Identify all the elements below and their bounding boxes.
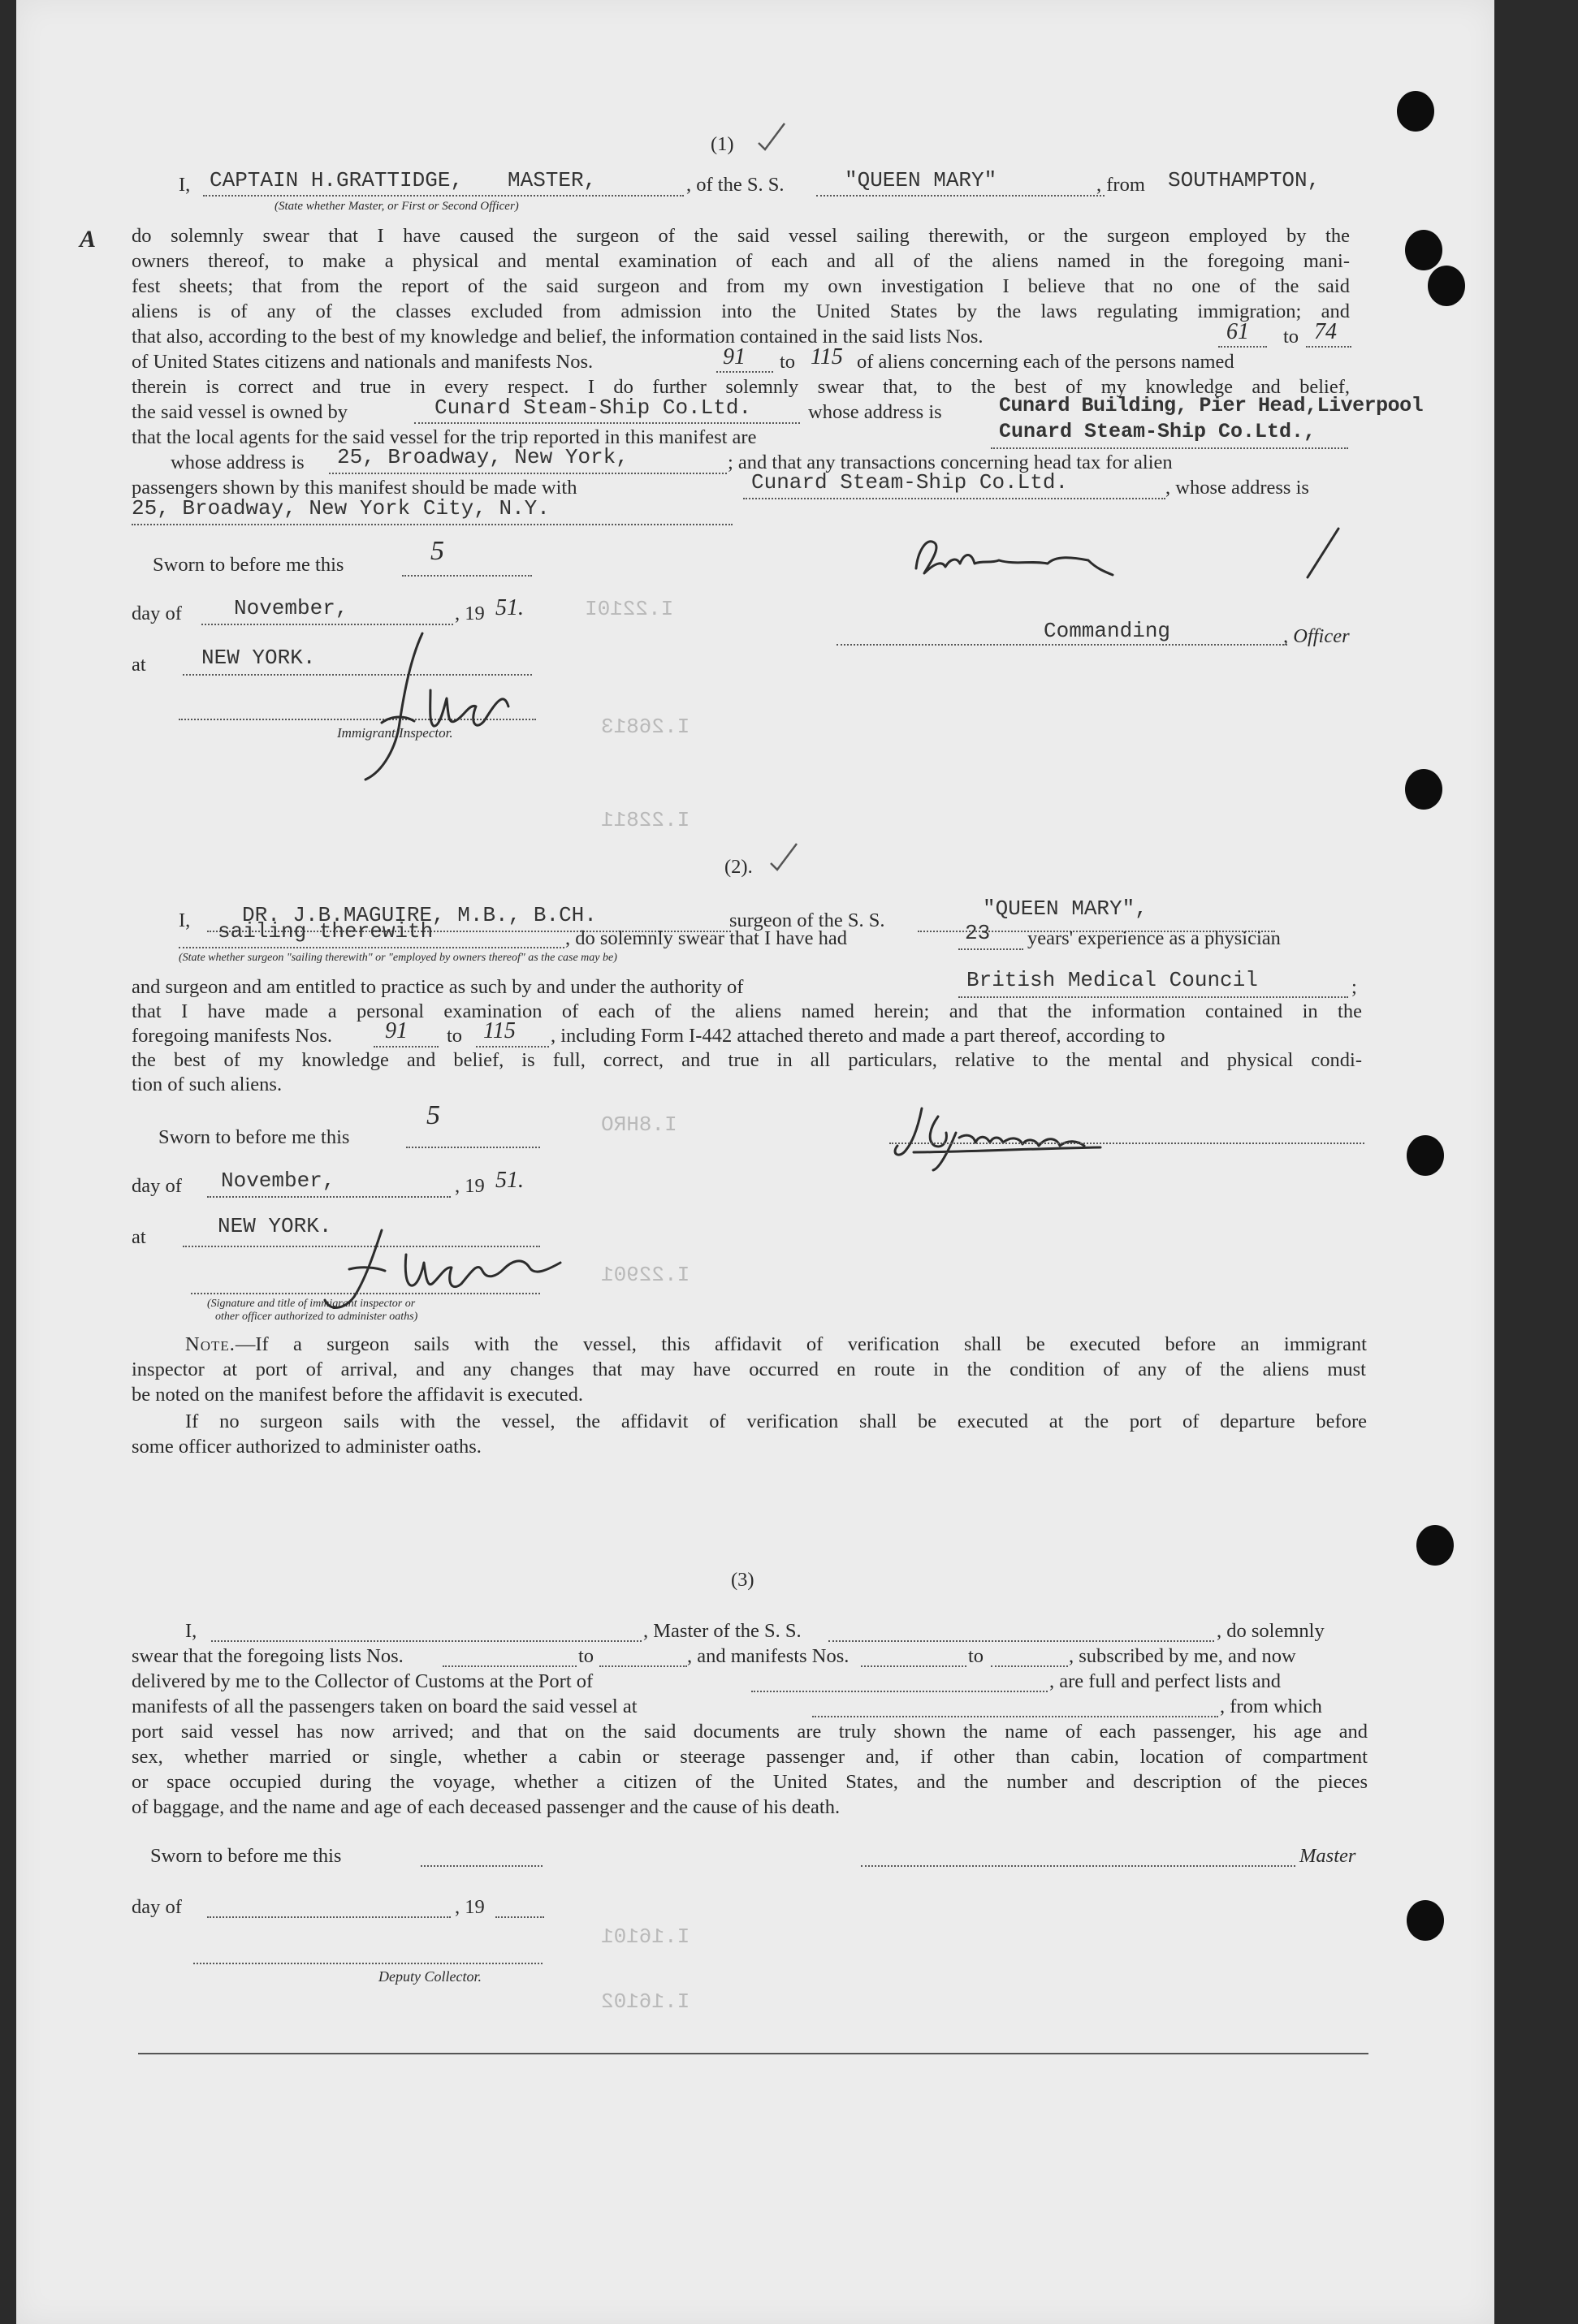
agents-line [991,447,1348,449]
section-1-i: I, [179,174,191,196]
section-2-line-3-end: ; [1351,976,1357,998]
margin-mark: A [80,226,97,253]
s3-to-2: to [968,1645,984,1667]
section-3-line-7: or space occupied during the voyage, whether a citizen of the United States, and the number and description of the pieces [132,1771,1368,1793]
inspector-signature-icon [333,625,528,788]
manifests-from-2: 91 [385,1018,408,1043]
tax-agent-line [743,498,1165,499]
section-2-line-6: the best of my knowledge and belief, is full, correct, and true in all particulars, relative to the mental and physical condi- [132,1049,1362,1071]
lists-to-word: to [1283,326,1299,348]
note-line-2: inspector at port of arrival, and any changes that may have occurred en route in the condition of any of the aliens must [132,1359,1366,1380]
section-2-line-3a: and surgeon and am entitled to practice as such by and under the authority of [132,976,744,998]
section-3-line-6: sex, whether married or single, whether a cabin or steerage passenger and, if other than cabin, location of compartment [132,1746,1368,1768]
from-label: , from [1096,174,1145,196]
manifests-from: 91 [723,344,746,369]
surgeon-signature-icon [889,1100,1117,1173]
section-1-line-6b: of aliens concerning each of the persons named [857,351,1234,373]
place-1: NEW YORK. [201,646,316,670]
sworn-label-3: Sworn to before me this [150,1845,342,1867]
note-line-1 [185,1332,1367,1358]
year-1: 51. [495,595,524,620]
master-title: MASTER, [508,168,597,192]
year-prefix-2: , 19 [455,1175,485,1197]
section-3-line-8: of baggage, and the name and age of each deceased passenger and the cause of his death. [132,1796,841,1818]
officer-label: , Officer [1283,625,1350,647]
years-experience: 23 [965,921,991,945]
sworn-label-1: Sworn to before me this [153,554,344,576]
note-line-5: some officer authorized to administer oaths. [132,1436,482,1458]
manifests-to: 115 [811,344,843,369]
bleed-through-text: I.26813 [601,715,690,739]
section-3-number: (3) [731,1569,754,1591]
manifests-to-word: to [780,351,796,373]
day-of-label-3: day of [132,1896,182,1918]
section-1-line-2: owners thereof, to make a physical and mental examination of each and all of the aliens named in the foregoing mani- [132,250,1350,272]
section-1-line-6a: of United States citizens and nationals and manifests Nos. [132,351,594,373]
surgeon-sign-line [889,1143,1364,1144]
of-the-ss: , of the S. S. [686,174,785,196]
surgeon-of: surgeon of the S. S. [729,909,885,931]
bleed-through-text: I.2210I [585,597,674,621]
sworn-day-line-2 [406,1147,540,1148]
ship-line [816,195,1105,197]
sig-note-line-1: (Signature and title of immigrant inspector or [207,1298,416,1310]
collector-sign-line [193,1963,543,1964]
bleed-through-text: I.8HRO [601,1112,677,1137]
section-1-line-11b: , whose address is [1165,477,1309,499]
check-mark-icon [767,840,800,873]
tax-agent: Cunard Steam-Ship Co.Ltd. [751,470,1069,495]
s3-lists-from-line [443,1665,577,1667]
agents-address: 25, Broadway, New York, [337,445,629,469]
note-line-3: be noted on the manifest before the affidavit is executed. [132,1384,584,1406]
section-3-master-line [211,1640,642,1642]
tax-address: 25, Broadway, New York City, N.Y. [132,496,550,521]
ship-name-2: "QUEEN MARY", [983,896,1148,921]
note-line-1-text: —If a surgeon sails with the vessel, this affidavit of verification shall be executed before an immigrant [235,1333,1367,1355]
section-1-line-5: that also, according to the best of my knowledge and belief, the information contained in the said lists Nos. [132,326,984,348]
master-name-line [203,195,684,197]
punch-hole [1428,266,1465,306]
section-1-line-8b: whose address is [808,401,942,423]
lists-from: 61 [1226,319,1249,344]
sig-note-line-2: other officer authorized to administer oaths) [215,1311,418,1323]
month-line-2 [207,1196,451,1198]
place-2: NEW YORK. [218,1214,332,1238]
lists-from-line [1218,346,1267,348]
bleed-through-text: I.22901 [601,1263,690,1287]
inspector-sign-line-2 [191,1293,540,1294]
owner-address: Cunard Building, Pier Head,Liverpool [999,394,1424,417]
surgeon-name: DR. J.B.MAGUIRE, M.B., B.CH. [242,903,597,927]
owner-line [414,422,800,424]
section-2-line-2b: , do solemnly swear that I have had [565,927,847,949]
section-1-line-1: do solemnly swear that I have caused the surgeon of the said vessel sailing therewith, or the surgeon employed by the [132,225,1350,247]
section-1-number: (1) [711,133,734,155]
authority: British Medical Council [966,968,1258,992]
section-3-line-2b: , and manifests Nos. [687,1645,850,1667]
sworn-day-line-1 [402,575,532,577]
section-2-line-5a: foregoing manifests Nos. [132,1025,332,1047]
years-line [958,948,1023,950]
lists-to-line [1306,346,1351,348]
master-rank-note: (State whether Master, or First or Second Officer) [275,200,519,213]
section-3-line-3a: delivered by me to the Collector of Customs at the Port of [132,1670,594,1692]
affidavit-page [16,0,1494,2324]
section-1-line-10b: ; and that any transactions concerning head tax for alien [728,451,1173,473]
s3-lists-to-line [599,1665,687,1667]
master-signature-icon [910,528,1153,585]
day-of-label-2: day of [132,1175,182,1197]
signer-title: Commanding [1044,619,1171,643]
section-3-line-2c: , subscribed by me, and now [1069,1645,1296,1667]
year-2: 51. [495,1168,524,1193]
bottom-rule [138,2053,1368,2054]
at-label-2: at [132,1226,146,1248]
s3-to-1: to [578,1645,594,1667]
s3-manifests-to-line [991,1665,1068,1667]
note-line-4: If no surgeon sails with the vessel, the affidavit of verification shall be executed at the port of departure before [185,1410,1367,1432]
ship-name: "QUEEN MARY" [845,168,997,192]
section-1-line-9a: that the local agents for the said vessel for the trip reported in this manifest are [132,426,757,448]
bleed-through-text: I.16102 [601,1989,690,2014]
section-2-line-5b: , including Form I-442 attached thereto and made a part thereof, according to [551,1025,1165,1047]
do-solemnly: , do solemnly [1217,1620,1325,1642]
tick-mark-icon [1299,524,1348,581]
authority-line [958,996,1348,998]
section-2-line-2c: years' experience as a physician [1027,927,1281,949]
surgeon-status-note: (State whether surgeon "sailing therewith" or "employed by owners thereof" as the case may be) [179,952,617,964]
punch-hole [1397,91,1434,132]
note-label: Note. [185,1333,236,1355]
punch-hole [1407,1135,1444,1176]
month-2: November, [221,1168,335,1193]
s3-port-line [751,1691,1048,1692]
s3-manifests-from-line [861,1665,966,1667]
section-1-line-8a: the said vessel is owned by [132,401,348,423]
sailing-status: sailing therewith [218,919,434,944]
s3-boarding-port-line [812,1716,1218,1717]
punch-hole [1416,1525,1454,1566]
section-2-line-4: that I have made a personal examination of each of the aliens named herein; and that the information contained in the [132,1000,1362,1022]
year-prefix-3: , 19 [455,1896,485,1918]
inspector-label-1: Immigrant Inspector. [337,725,453,741]
agents: Cunard Steam-Ship Co.Ltd., [999,420,1316,443]
month-line-3 [207,1916,451,1918]
lists-to: 74 [1314,319,1337,344]
section-1-line-4: aliens is of any of the classes excluded from admission into the United States by the laws regulating immigration; and [132,300,1350,322]
check-mark-icon [755,120,788,153]
bleed-through-text: I.22811 [601,808,690,832]
section-2-line-7: tion of such aliens. [132,1073,283,1095]
officer-line [837,644,1287,646]
year-prefix-1: , 19 [455,603,485,624]
section-3-line-3b: , are full and perfect lists and [1049,1670,1282,1692]
section-2-number: (2). [724,856,753,878]
manifests-to-word-2: to [447,1025,463,1047]
section-3-line-4b: , from which [1220,1695,1322,1717]
section-1-line-11a: passengers shown by this manifest should be made with [132,477,577,499]
section-3-line-2a: swear that the foregoing lists Nos. [132,1645,404,1667]
section-3-i: I, [185,1620,197,1642]
master-name: CAPTAIN H.GRATTIDGE, [210,168,464,192]
sworn-day-2: 5 [426,1100,440,1130]
punch-hole [1407,1900,1444,1941]
master-sign-line-3 [861,1865,1295,1867]
punch-hole [1405,230,1442,270]
month-1: November, [234,596,348,620]
manifests-from-line [716,371,773,373]
collector-label: Deputy Collector. [378,1968,482,1985]
sworn-label-2: Sworn to before me this [158,1126,350,1148]
tax-address-line [132,524,733,525]
day-of-label-1: day of [132,603,182,624]
sworn-day-line-3 [421,1865,543,1867]
sailing-status-line [179,947,564,948]
year-line-3 [495,1916,544,1918]
master-of-ss: , Master of the S. S. [643,1620,802,1642]
manifests-to-2: 115 [483,1018,516,1043]
section-1-line-3: fest sheets; that from the report of the said surgeon and from my own investigation I believe that no one of the said [132,275,1350,297]
master-label-3: Master [1299,1845,1356,1867]
owner: Cunard Steam-Ship Co.Ltd. [434,395,752,420]
section-3-line-4a: manifests of all the passengers taken on board the said vessel at [132,1695,638,1717]
punch-hole [1405,769,1442,810]
bleed-through-text: I.16101 [601,1924,690,1949]
sworn-day-1: 5 [430,536,444,566]
section-2-i: I, [179,909,191,931]
section-3-ship-line [828,1640,1214,1642]
port-from: SOUTHAMPTON, [1168,168,1321,192]
agents-address-line [329,473,727,474]
at-label-1: at [132,654,146,676]
section-3-line-5: port said vessel has now arrived; and that on the said documents are truly shown the name of each passenger, his age and [132,1721,1368,1743]
section-1-line-10a: whose address is [171,451,305,473]
section-1-line-7: therein is correct and true in every respect. I do further solemnly swear that, to the best of my knowledge and belief, [132,376,1350,398]
